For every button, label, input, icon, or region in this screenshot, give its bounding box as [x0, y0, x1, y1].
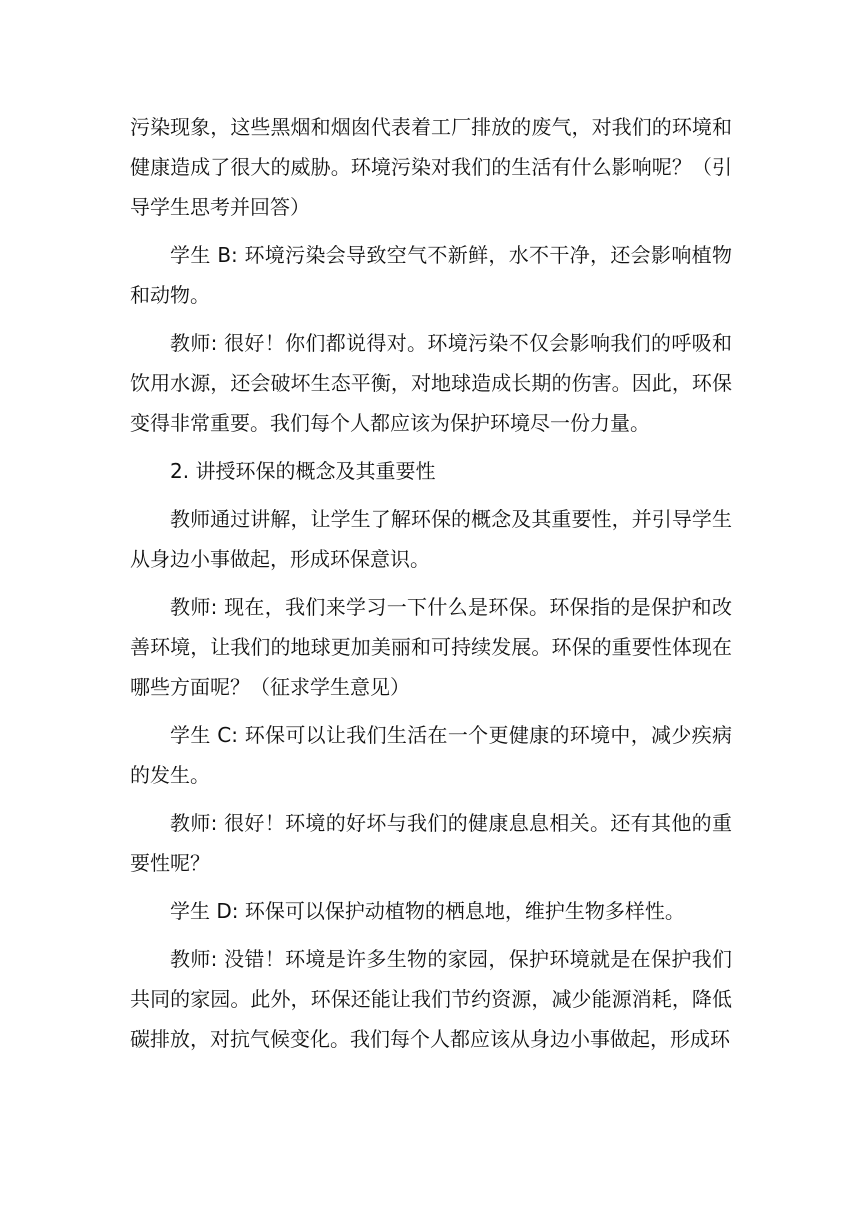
paragraph-teacher-explains: 教师通过讲解，让学生了解环保的概念及其重要性，并引导学生从身边小事做起，形成环保意识。	[130, 507, 732, 571]
paragraph-student-d: 学生 D: 环保可以保护动植物的栖息地，维护生物多样性。	[170, 899, 685, 923]
paragraph-teacher-response-2: 教师: 很好！环境的好坏与我们的健康息息相关。还有其他的重要性呢？	[130, 811, 732, 875]
document-body	[130, 107, 732, 1067]
paragraph-student-b: 学生 B: 环境污染会导致空气不新鲜，水不干净，还会影响植物和动物。	[130, 243, 732, 307]
paragraph-teacher-response-3: 教师: 没错！环境是许多生物的家园，保护环境就是在保护我们共同的家园。此外，环保还能让我们节约资源，减少能源消耗，降低碳排放，对抗气候变化。我们每个人都应该从身边小事做起，形成环	[130, 947, 732, 1051]
section-heading: 2. 讲授环保的概念及其重要性	[170, 459, 436, 483]
paragraph-student-c: 学生 C: 环保可以让我们生活在一个更健康的环境中，减少疾病的发生。	[130, 723, 732, 787]
paragraph-teacher-question: 教师: 现在，我们来学习一下什么是环保。环保指的是保护和改善环境，让我们的地球更加美丽和可持续发展。环保的重要性体现在哪些方面呢？（征求学生意见）	[130, 595, 732, 699]
paragraph-teacher-response-1: 教师: 很好！你们都说得对。环境污染不仅会影响我们的呼吸和饮用水源，还会破坏生态平衡，对地球造成长期的伤害。因此，环保变得非常重要。我们每个人都应该为保护环境尽一份力量。	[130, 331, 732, 435]
paragraph-continued: 污染现象，这些黑烟和烟囱代表着工厂排放的废气，对我们的环境和健康造成了很大的威胁。环境污染对我们的生活有什么影响呢？（引导学生思考并回答）	[130, 115, 732, 219]
